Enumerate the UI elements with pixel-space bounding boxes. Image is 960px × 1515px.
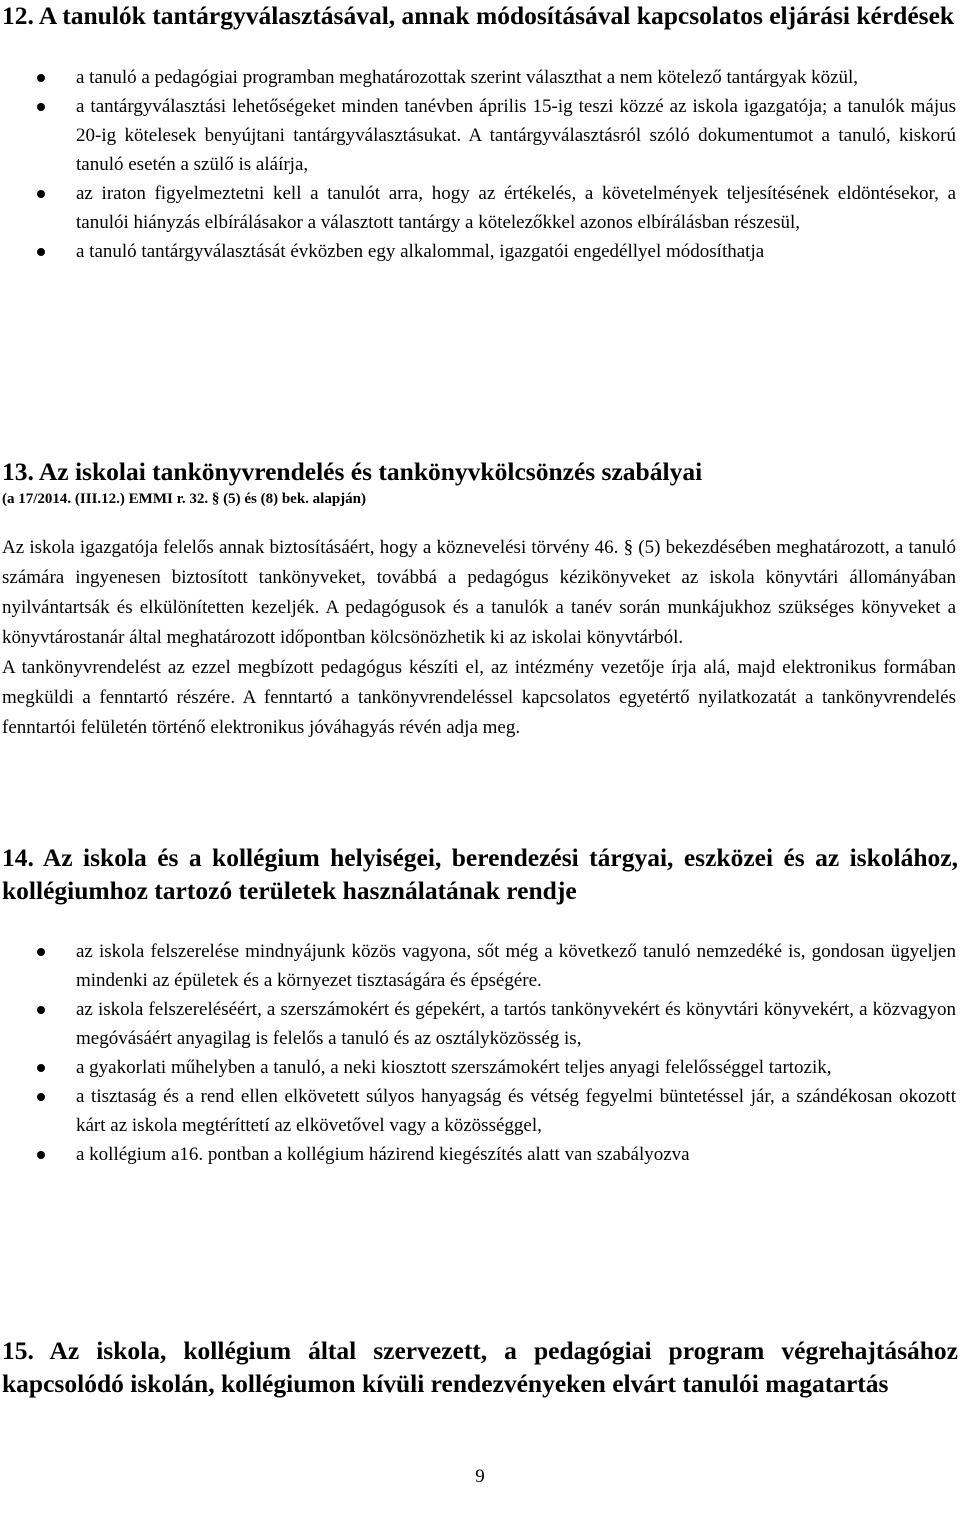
bullet-icon [37,1006,45,1014]
list-item: a tanuló a pedagógiai programban meghatározottak szerint választhat a nem kötelező tantárgyak közül, [0,63,960,92]
bullet-icon [37,74,45,82]
bullet-icon [37,1093,45,1101]
list-item: az iraton figyelmeztetni kell a tanulót arra, hogy az értékelés, a követelmények teljesítésének eldöntésekor, a tanulói hiányzás elbírálásakor a választott tantárgy a kötelezőkkel azonos elbírálásban részesül, [0,179,960,237]
section-12-list [0,63,960,266]
bullet-icon [37,190,45,198]
bullet-icon [37,948,45,956]
section-14-heading: 14. Az iskola és a kollégium helyiségei, berendezési tárgyai, eszközei és az iskolához, kollégiumhoz tartozó területek használatának rendje [2,843,958,905]
bullet-icon [37,103,45,111]
bullet-icon [37,248,45,256]
section-14 [0,841,960,1169]
section-13 [0,456,960,743]
list-item: a gyakorlati műhelyben a tanuló, a neki kiosztott szerszámokért teljes anyagi felelősséggel tartozik, [0,1053,960,1082]
page-number: 9 [475,1466,485,1487]
section-12-heading: 12. A tanulók tantárgyválasztásával, annak módosításával kapcsolatos eljárási kérdések [2,1,955,30]
list-item: az iskola felszerelése mindnyájunk közös vagyona, sőt még a következő tanuló nemzedéké is, gondosan ügyeljen mindenki az épületek és a környezet tisztaságára és épségére. [0,937,960,995]
list-item: a tantárgyválasztási lehetőségeket minden tanévben április 15-ig teszi közzé az iskola igazgatója; a tanulók május 20-ig kötelesek benyújtani tantárgyválasztásukat. A tantárgyválasztásról szóló dokumentumot a tanuló, kiskorú tanuló esetén a szülő is aláírja, [0,92,960,179]
list-item: a kollégium a16. pontban a kollégium házirend kiegészítés alatt van szabályozva [0,1140,960,1169]
section-12 [0,0,960,266]
bullet-icon [37,1064,45,1072]
section-13-body [0,533,960,743]
section-13-subheading: (a 17/2014. (III.12.) EMMI r. 32. § (5) és (8) bek. alapján) [2,491,367,507]
section-13-heading: 13. Az iskolai tankönyvrendelés és tankönyvkölcsönzés szabályai [2,457,703,486]
section-15-heading: 15. Az iskola, kollégium által szervezett, a pedagógiai program végrehajtásához kapcsolódó iskolán, kollégiumon kívüli rendezvényeken elvárt tanulói magatartás [2,1336,958,1398]
list-item: a tisztaság és a rend ellen elkövetett súlyos hanyagság és vétség fegyelmi büntetéssel jár, a szándékosan okozott kárt az iskola megtéríttetí az elkövetővel vagy a közösséggel, [0,1082,960,1140]
paragraph: Az iskola igazgatója felelős annak biztosításáért, hogy a köznevelési törvény 46. § (5) bekezdésében meghatározott, a tanuló számára ingyenesen biztosított tankönyveket, továbbá a pedagógus kézikönyveket az iskola könyvtári állományában nyilvántartsák és elkülönítetten kezeljék. A pedagógusok és a tanulók a tanév során munkájukhoz szükséges könyveket a könyvtárostanár által meghatározott időpontban kölcsönözhetik ki az iskolai könyvtárból. [2,537,956,648]
section-14-list [0,937,960,1169]
paragraph: A tankönyvrendelést az ezzel megbízott pedagógus készíti el, az intézmény vezetője írja alá, majd elektronikus formában megküldi a fenntartó részére. A fenntartó a tankönyvrendeléssel kapcsolatos egyetértő nyilatkozatát a tankönyvrendelés fenntartói felületén történő elektronikus jóváhagyás révén adja meg. [2,657,956,738]
list-item: az iskola felszereléséért, a szerszámokért és gépekért, a tartós tankönyvekért és könyvtári könyvekért, a közvagyon megóvásáért anyagilag is felelős a tanuló és az osztályközösség is, [0,995,960,1053]
section-15 [0,1334,960,1400]
list-item: a tanuló tantárgyválasztását évközben egy alkalommal, igazgatói engedéllyel módosíthatja [0,237,960,266]
bullet-icon [37,1151,45,1159]
